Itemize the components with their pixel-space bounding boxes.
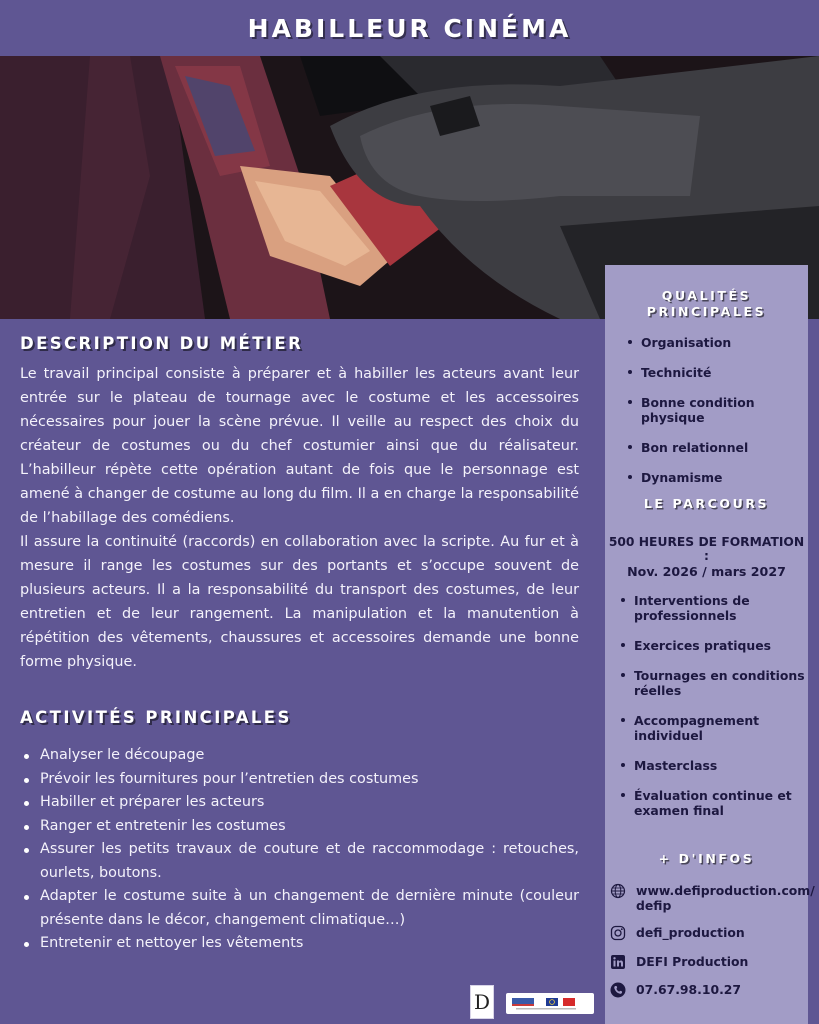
- description-heading: DESCRIPTION DU MÉTIER: [20, 334, 304, 353]
- defi-logo: [470, 985, 494, 1019]
- contact-phone[interactable]: [610, 982, 806, 998]
- list-item: Habiller et préparer les acteurs: [20, 791, 579, 815]
- title-bar: [0, 0, 819, 56]
- list-item: Interventions de professionnels: [616, 593, 806, 623]
- activities-heading: ACTIVITÉS PRINCIPALES: [20, 708, 292, 727]
- description-text: [20, 362, 579, 674]
- list-item: Dynamisme: [623, 470, 803, 485]
- defi-logo-letter: D: [473, 990, 491, 1014]
- phone-icon: [610, 982, 626, 998]
- website-link[interactable]: www.defiproduction.com/ defip: [636, 883, 815, 913]
- list-item: Adapter le costume suite à un changement de dernière minute (couleur présente dans le décor, changement climatique…): [20, 885, 579, 932]
- partner-logos: [506, 993, 594, 1014]
- formation-dates: Nov. 2026 / mars 2027: [627, 564, 786, 579]
- phone-number[interactable]: 07.67.98.10.27: [636, 982, 742, 997]
- description-paragraph-1: Le travail principal consiste à préparer et à habiller les acteurs avant leur entrée sur le plateau de tournage avec le costume et les accessoires nécessaires pour jouer la scène prévue. Il veille au respect des choix du créateur de costumes ou du chef costumier ainsi que du réalisateur. L’habilleur répète cette opération autant de fois que le personnage est amené à changer de costume au long du film. Il a en charge la responsabilité de l’habillage des comédiens.: [20, 366, 579, 526]
- instagram-icon: [610, 925, 626, 941]
- list-item: Prévoir les fournitures pour l’entretien des costumes: [20, 768, 579, 792]
- description-paragraph-2: Il assure la continuité (raccords) en collaboration avec la scripte. Au fur et à mesure il range les costumes sur des portants et s’occupe souvent de plusieurs acteurs. Il a la responsabilité du transport des costumes, de leur entretien et de leur rangement. La manipulation et la manutention à répétition des vêtements, chaussures et accessoires demande une bonne forme physique.: [20, 534, 579, 670]
- list-item: Ranger et entretenir les costumes: [20, 815, 579, 839]
- list-item: Masterclass: [616, 758, 806, 773]
- contact-linkedin[interactable]: [610, 954, 806, 970]
- formation-hours: 500 HEURES DE FORMATION :: [608, 535, 805, 563]
- page-title: HABILLEUR CINÉMA: [247, 13, 572, 43]
- instagram-handle[interactable]: defi_production: [636, 925, 745, 940]
- list-item: Bon relationnel: [623, 440, 803, 455]
- sidebar: [605, 265, 815, 1024]
- contact-website[interactable]: [610, 883, 815, 913]
- list-item: Tournages en conditions réelles: [616, 668, 806, 698]
- list-item: Assurer les petits travaux de couture et de raccommodage : retouches, ourlets, boutons.: [20, 838, 579, 885]
- list-item: Évaluation continue et examen final: [616, 788, 806, 818]
- partner-logos-graphic: [506, 993, 594, 1014]
- contact-instagram[interactable]: [610, 925, 806, 941]
- list-item: Technicité: [623, 365, 803, 380]
- list-item: Exercices pratiques: [616, 638, 806, 653]
- qualities-list: [623, 335, 803, 500]
- qualities-heading: QUALITÉS PRINCIPALES: [646, 288, 767, 319]
- parcours-list: [616, 593, 806, 833]
- linkedin-icon: [610, 954, 626, 970]
- list-item: Organisation: [623, 335, 803, 350]
- list-item: Accompagnement individuel: [616, 713, 806, 743]
- list-item: Entretenir et nettoyer les vêtements: [20, 932, 579, 956]
- list-item: Bonne condition physique: [623, 395, 803, 425]
- linkedin-name[interactable]: DEFI Production: [636, 954, 749, 969]
- parcours-heading: LE PARCOURS: [643, 496, 770, 511]
- list-item: Analyser le découpage: [20, 744, 579, 768]
- globe-icon: [610, 883, 626, 899]
- infos-heading: + D'INFOS: [658, 851, 755, 866]
- activities-list: [20, 744, 579, 956]
